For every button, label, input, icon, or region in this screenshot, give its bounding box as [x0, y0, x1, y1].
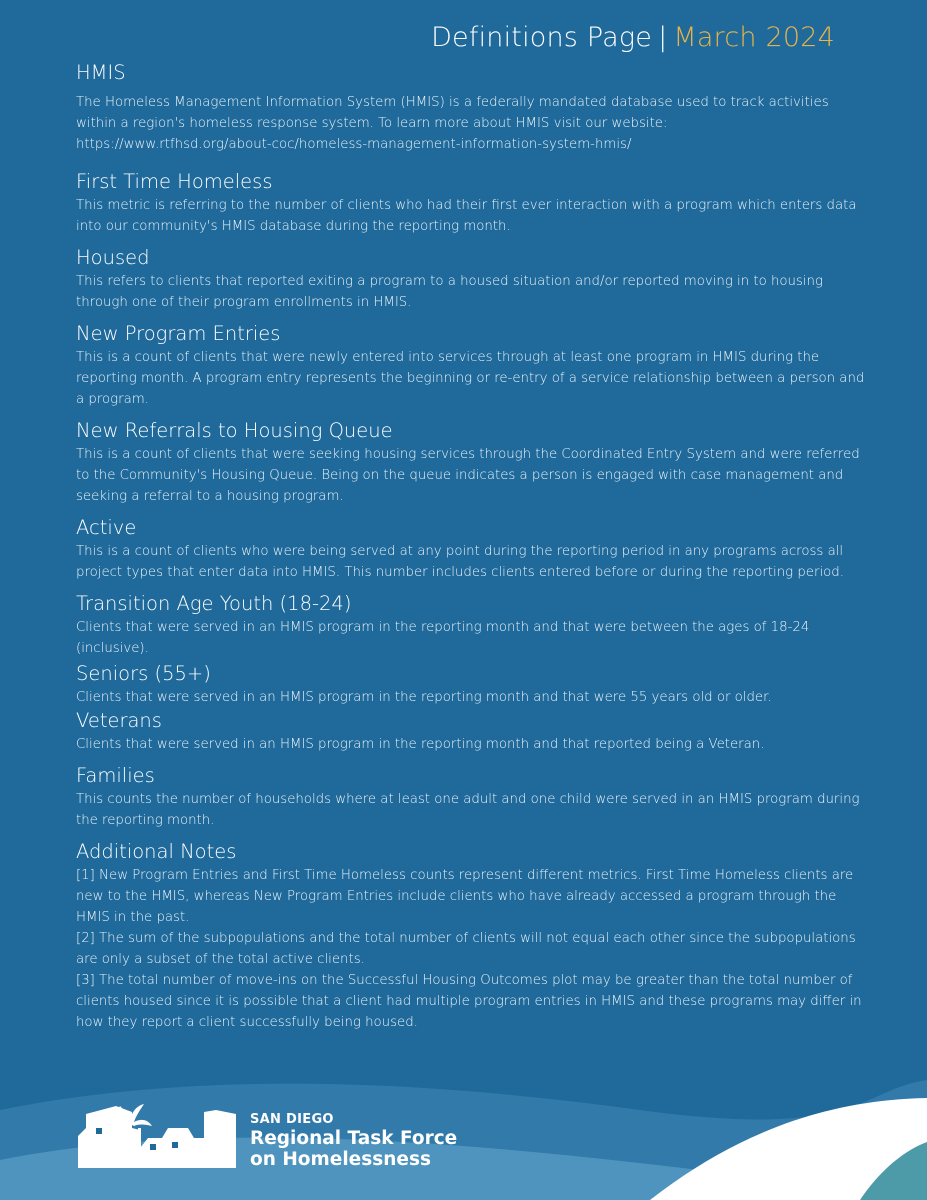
section-text: Clients that were served in an HMIS program in the reporting month and that reported being a Veteran.	[76, 737, 765, 752]
section-additional-notes	[76, 839, 866, 1033]
section-heading: Additional Notes	[76, 840, 237, 863]
header-separator: |	[658, 22, 668, 53]
section-heading: First Time Homeless	[76, 170, 273, 193]
section-text: This is a count of clients that were newly entered into services through at least one program in HMIS during the reporting month. A program entry represents the beginning or re-entry of a service relationship between a person and a program.	[76, 350, 865, 407]
section-heading: Transition Age Youth (18-24)	[76, 592, 352, 615]
skyline-icon	[78, 1106, 236, 1168]
section-text: This refers to clients that reported exiting a program to a housed situation and/or reported moving in to housing through one of their program enrollments in HMIS.	[76, 274, 823, 310]
section-text: Clients that were served in an HMIS program in the reporting month and that were 55 years old or older.	[76, 690, 772, 705]
note-3: [3] The total number of move-ins on the Successful Housing Outcomes plot may be greater than the total number of clients housed since it is possible that a client had multiple program entries in HMIS and these programs may differ in how they report a client successfully being housed.	[76, 973, 862, 1030]
section-heading: HMIS	[76, 61, 126, 84]
page-header	[431, 22, 835, 53]
section-heading: New Referrals to Housing Queue	[76, 419, 393, 442]
section-heading: New Program Entries	[76, 322, 281, 345]
section-heading: Families	[76, 764, 155, 787]
logo-line-3: on Homelessness	[250, 1149, 431, 1170]
section-new-referrals	[76, 418, 866, 507]
section-families	[76, 763, 866, 831]
page-title: Definitions Page	[431, 22, 653, 53]
section-new-program-entries	[76, 321, 866, 410]
note-2: [2] The sum of the subpopulations and the total number of clients will not equal each other since the subpopulations are only a subset of the total active clients.	[76, 931, 856, 967]
report-date: March 2024	[673, 22, 835, 53]
section-housed	[76, 245, 866, 313]
section-text: This counts the number of households where at least one adult and one child were served in an HMIS program during the reporting month.	[76, 792, 860, 828]
section-text: Clients that were served in an HMIS program in the reporting month and that were between the ages of 18-24 (inclusive).	[76, 620, 810, 656]
section-heading: Veterans	[76, 709, 162, 732]
definitions-list	[76, 60, 866, 1033]
section-text: This metric is referring to the number of clients who had their first ever interaction with a program which enters data into our community's HMIS database during the reporting month.	[76, 198, 857, 234]
section-transition-age-youth	[76, 591, 866, 659]
section-heading: Seniors (55+)	[76, 662, 211, 685]
section-heading: Active	[76, 516, 137, 539]
section-first-time-homeless	[76, 169, 866, 237]
section-seniors	[76, 661, 866, 708]
section-active	[76, 515, 866, 583]
logo-line-2: Regional Task Force	[250, 1128, 458, 1149]
section-hmis	[76, 60, 866, 155]
section-heading: Housed	[76, 246, 150, 269]
section-text: This is a count of clients who were being served at any point during the reporting period in any programs across all project types that enter data into HMIS. This number includes clients entered before or during the reporting period.	[76, 544, 844, 580]
rtfh-logo-text	[250, 1112, 457, 1170]
section-text: This is a count of clients that were seeking housing services through the Coordinated Entry System and were referred to the Community's Housing Queue. Being on the queue indicates a person is engaged with case management and seeking a referral to a housing program.	[76, 447, 860, 504]
logo-line-1: SAN DIEGO	[250, 1112, 334, 1127]
note-1: [1] New Program Entries and First Time Homeless counts represent different metrics. First Time Homeless clients are new to the HMIS, whereas New Program Entries include clients who have already accessed a program through the HMIS in the past.	[76, 868, 854, 925]
section-veterans	[76, 708, 866, 755]
section-text: The Homeless Management Information System (HMIS) is a federally mandated database used to track activities within a region's homeless response system. To learn more about HMIS visit our website: https://www.rtfhsd.org/about-coc/homeless-management-information-system-hmis/	[76, 95, 829, 152]
